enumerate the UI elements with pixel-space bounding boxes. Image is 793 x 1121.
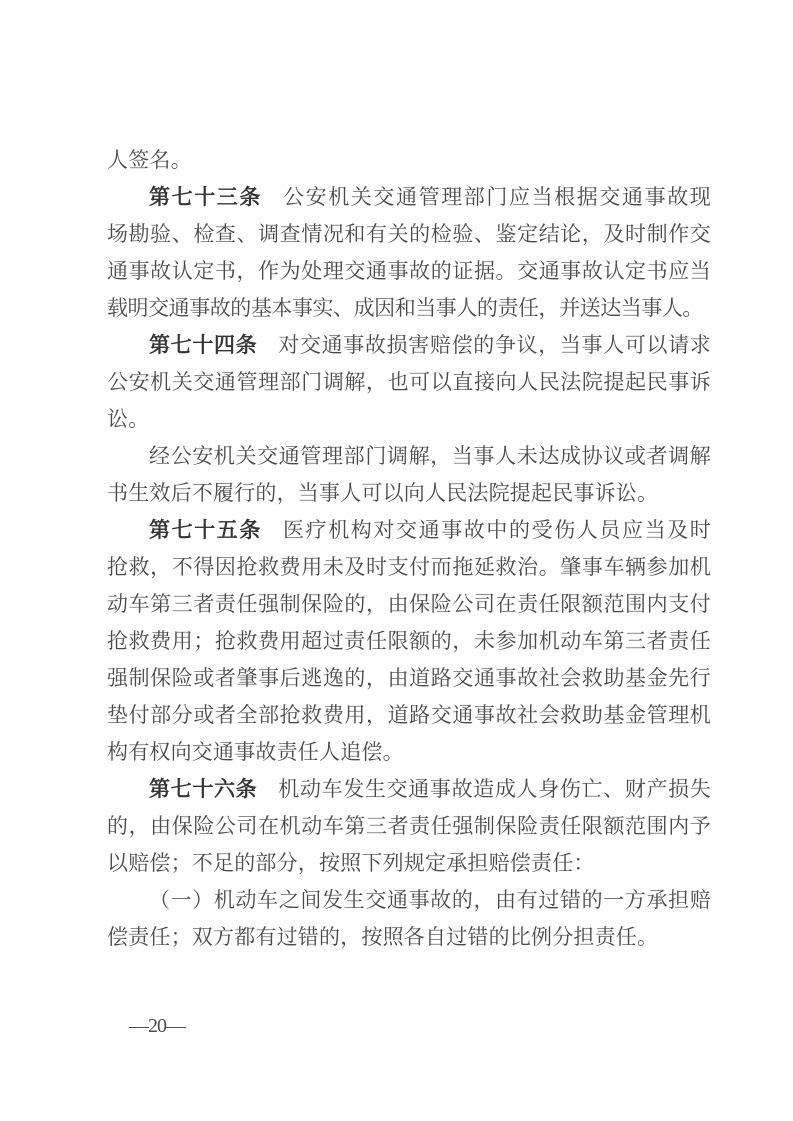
document-text-block xyxy=(107,142,711,956)
article-76-text: 机动车发生交通事故造成人身伤亡、财产损失 xyxy=(278,777,712,801)
article-75-line: 垫付部分或者全部抢救费用，道路交通事故社会救助基金管理机 xyxy=(107,703,711,727)
article-75-line: 动车第三者责任强制保险的，由保险公司在责任限额范围内支付 xyxy=(107,592,711,616)
article-75-line: 强制保险或者肇事后逃逸的，由道路交通事故社会救助基金先行 xyxy=(107,666,711,690)
article-73-line xyxy=(107,179,711,216)
article-76-item-1-line: （一）机动车之间发生交通事故的，由有过错的一方承担赔 xyxy=(149,888,711,912)
article-74-text: 对交通事故损害赔偿的争议，当事人可以请求 xyxy=(278,333,712,357)
article-73-text: 公安机关交通管理部门应当根据交通事故现 xyxy=(283,185,711,209)
paragraph-continuation-line: 人签名。 xyxy=(107,148,192,172)
article-75-text: 医疗机构对交通事故中的受伤人员应当及时 xyxy=(283,518,711,542)
article-75-line: 构有权向交通事故责任人追偿。 xyxy=(107,740,404,764)
page-number: —20— xyxy=(129,1015,185,1037)
article-76-line: 的，由保险公司在机动车第三者责任强制保险责任限额范围内予 xyxy=(107,814,711,838)
article-73-line: 通事故认定书，作为处理交通事故的证据。交通事故认定书应当 xyxy=(107,259,711,283)
article-76-line: 以赔偿；不足的部分，按照下列规定承担赔偿责任： xyxy=(107,851,595,875)
article-73-line: 场勘验、检查、调查情况和有关的检验、鉴定结论，及时制作交 xyxy=(107,222,711,246)
article-73-line: 载明交通事故的基本事实、成因和当事人的责任，并送达当事人。 xyxy=(107,296,703,320)
article-76-number: 第七十六条 xyxy=(149,777,258,801)
article-74-clause2-line: 书生效后不履行的，当事人可以向人民法院提起民事诉讼。 xyxy=(107,481,659,505)
article-76-item-1-line: 偿责任；双方都有过错的，按照各自过错的比例分担责任。 xyxy=(107,925,659,949)
article-74-clause2-line: 经公安机关交通管理部门调解，当事人未达成协议或者调解 xyxy=(149,444,711,468)
article-74-line xyxy=(107,327,711,364)
article-75-number: 第七十五条 xyxy=(149,518,262,542)
article-75-line xyxy=(107,512,711,549)
article-75-line: 抢救费用；抢救费用超过责任限额的，未参加机动车第三者责任 xyxy=(107,629,711,653)
article-73-number: 第七十三条 xyxy=(149,185,262,209)
article-74-line: 公安机关交通管理部门调解，也可以直接向人民法院提起民事诉 xyxy=(107,370,711,394)
article-75-line: 抢救，不得因抢救费用未及时支付而拖延救治。肇事车辆参加机 xyxy=(107,555,711,579)
article-74-line: 讼。 xyxy=(107,407,150,431)
article-74-number: 第七十四条 xyxy=(149,333,258,357)
article-76-line xyxy=(107,771,711,808)
